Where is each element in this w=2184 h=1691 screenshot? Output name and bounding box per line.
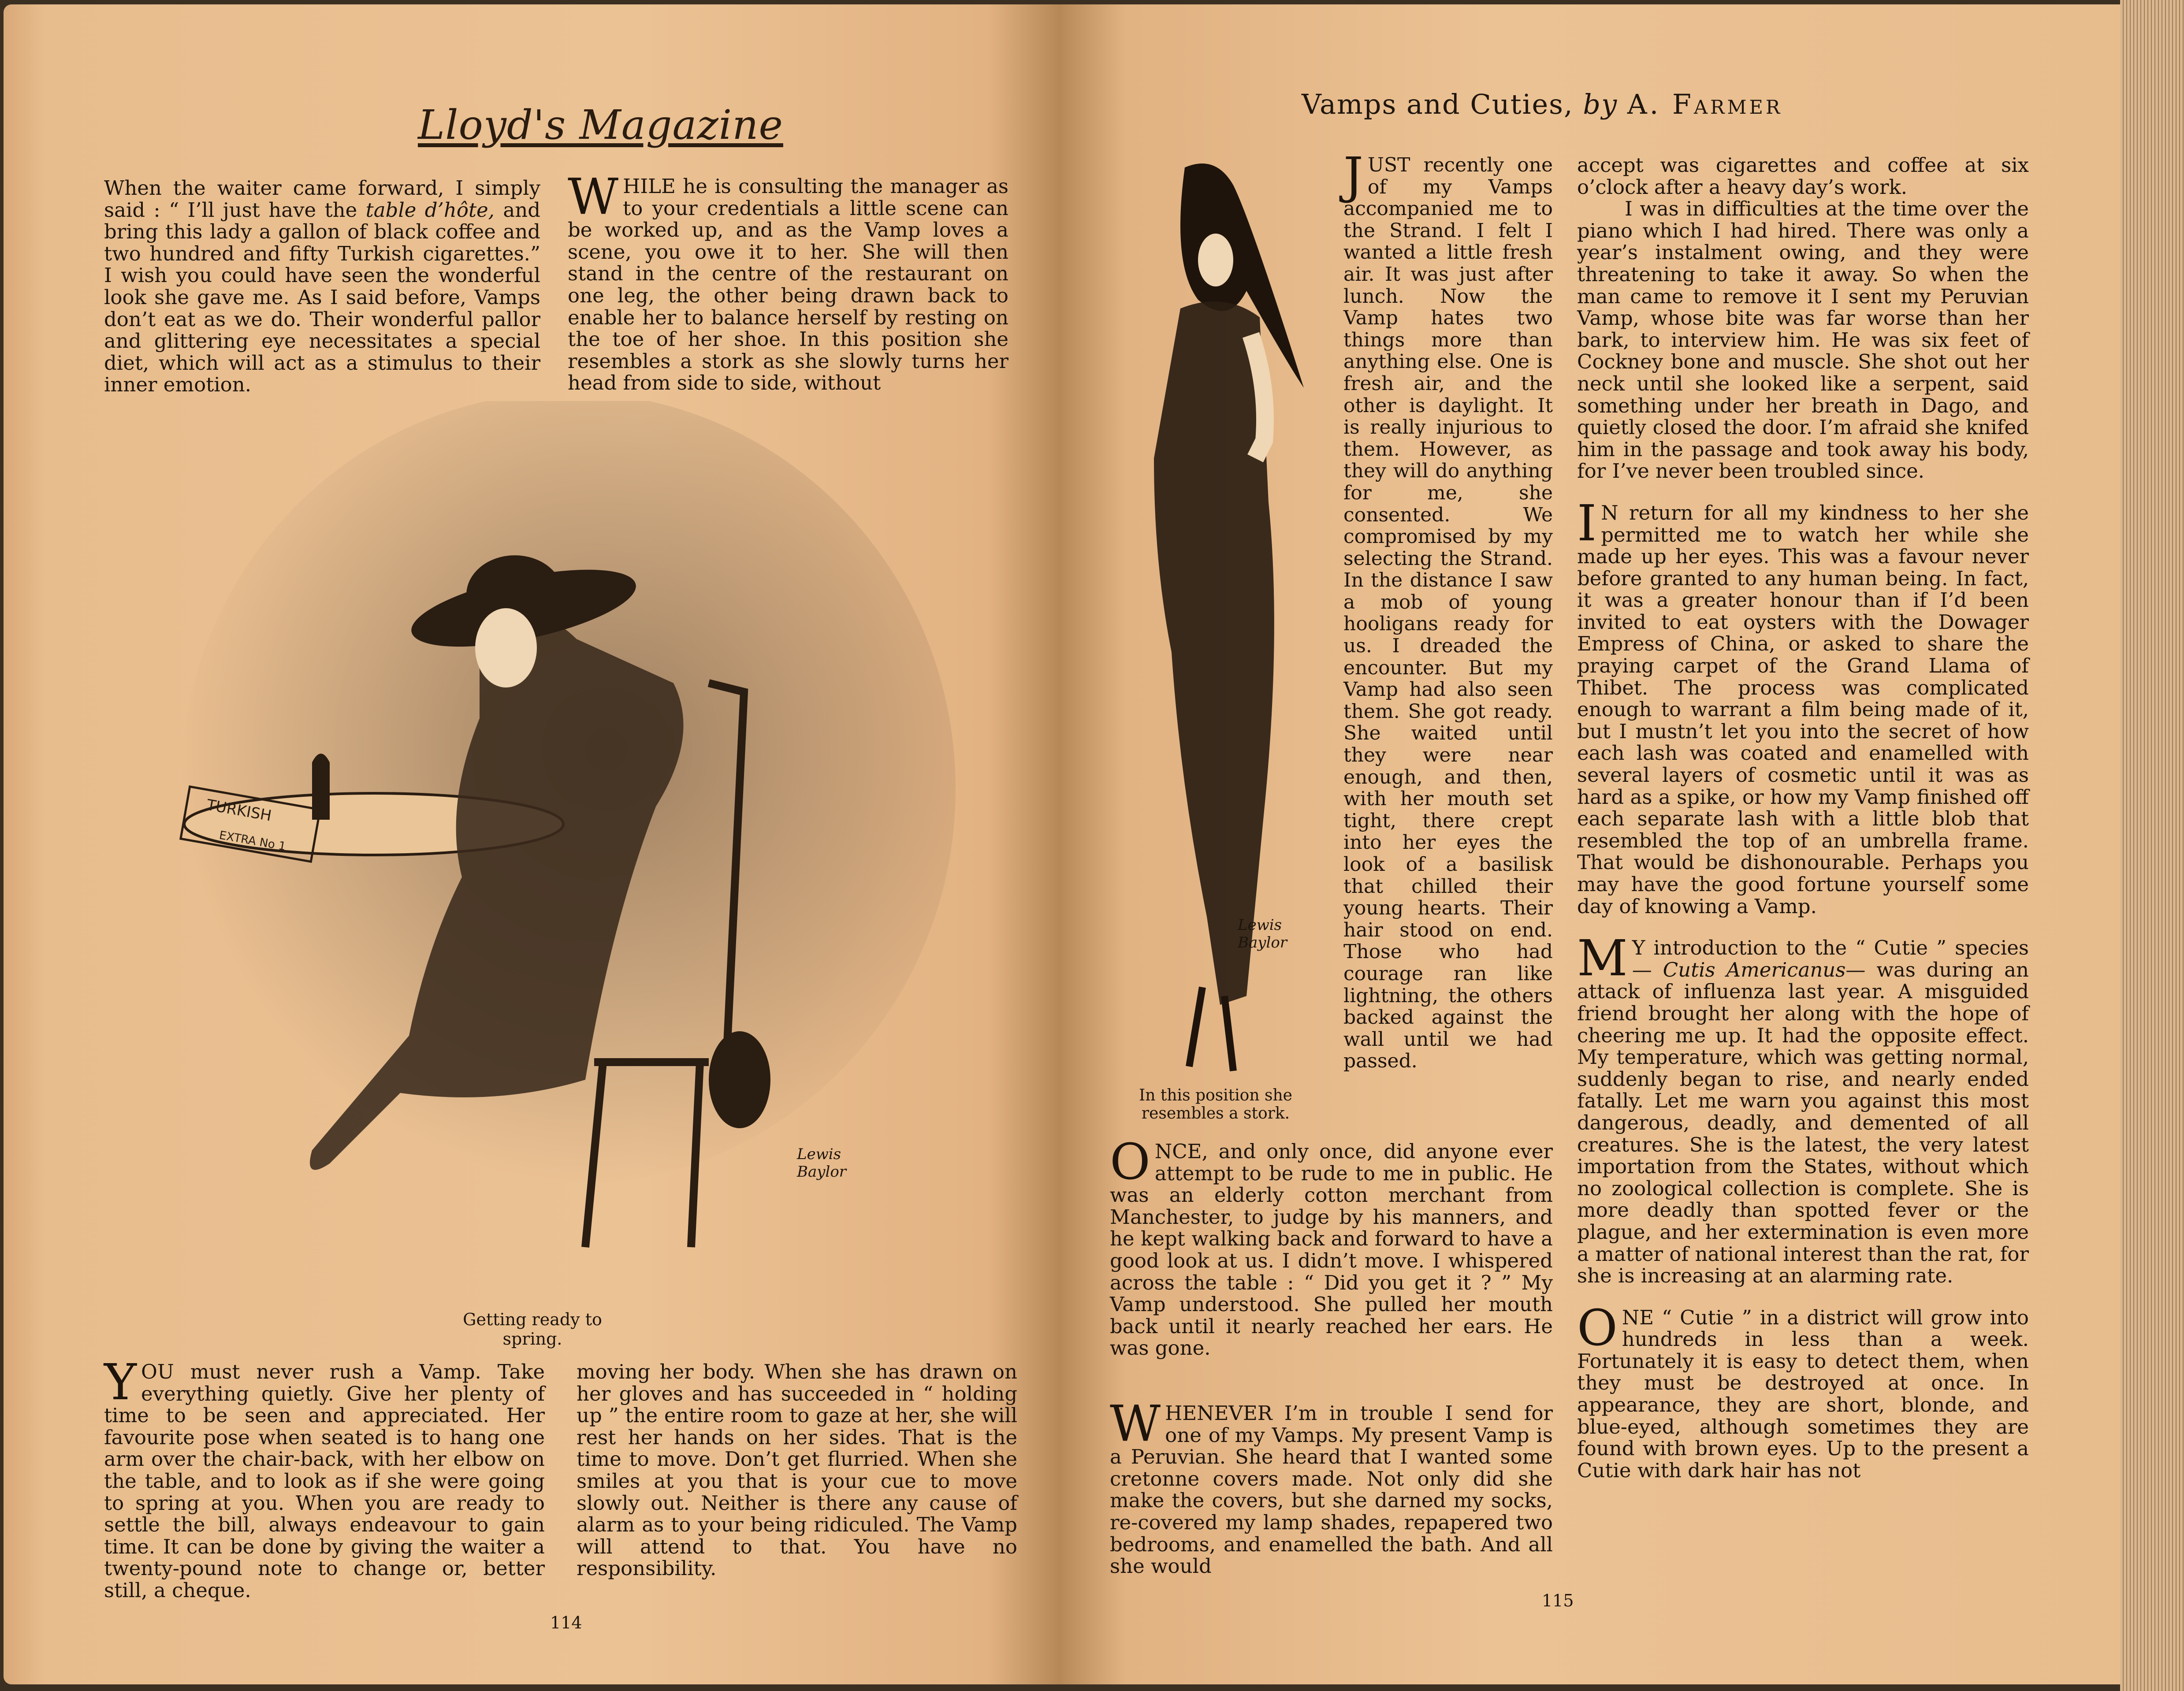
right-column-narrow [1343,147,1553,1073]
article-title: Vamps and Cuties, by A. Farmer [1302,88,1783,120]
drop-cap: M [1577,930,1628,988]
standing-vamp-illustration [1092,150,1357,1089]
drop-cap: W [1110,1395,1161,1453]
drop-cap: I [1577,494,1597,552]
magazine-masthead: Lloyd's Magazine [418,101,783,149]
artist-signature-1: Lewis [1238,916,1282,934]
paragraph: WHENEVER I’m in trouble I send for one of my Vamps. My present Vamp is a Peruvian. She heard that I wanted some cretonne covers made. Not only did she make the covers, but she darned my socks, re-covered my lamp shades, repapered two bedrooms, and enamelled the bath. And all she would [1110,1395,1553,1578]
drop-cap: Y [104,1354,137,1411]
paragraph: YOU must never rush a Vamp. Take everything quietly. Give her plenty of time to be seen and appreciated. Her favourite pose when seated is to hang one arm over the chair-back, with her elbow on the table, and to look as if she were going to spring at you. When you are ready to settle the bill, always endeavour to gain time. It can be done by giving the waiter a twenty-pound note to change or, better still, a cheque. [104,1354,545,1602]
paragraph: JUST recently one of my Vamps accompanied me to the Strand. I felt I wanted a little fresh air. It was just after lunch. Now the Vamp hates two things more than anything else. One is fresh air, and the other is daylight. It is really injurious to them. However, as they will do anything for me, she consented. We compromised by my selecting the Strand. In the distance I saw a mob of young hooligans ready for us. I dreaded the encounter. But my Vamp had also seen them. She got ready. She waited until they were near enough, and then, with her mouth set tight, there crept into her eyes the look of a basilisk that chilled their young hearts. Their hair stood on end. Those who had courage ran like lightning, the others backed against the wall until we had passed. [1343,147,1553,1073]
drop-cap: O [1110,1134,1150,1191]
paragraph: ONE “ Cutie ” in a district will grow into hundreds in less than a week. Fortunately it is easy to detect them, when they must be destroyed at once. In appearance, they are short, blonde, and blue-eyed, although sometimes they are found with brown eyes. Up to the present a Cutie with dark hair has not [1577,1299,2029,1482]
page-number: 114 [550,1613,582,1632]
drop-cap: J [1343,147,1363,204]
drop-cap: W [568,168,619,226]
illustration-caption: Getting ready to spring. [463,1310,602,1349]
cigarette-box-label-2: EXTRA No 1 [218,829,287,854]
right-column-once [1110,1134,1553,1360]
illustration-caption: In this position she resembles a stork. [1139,1086,1292,1122]
paragraph: moving her body. When she has drawn on her gloves and has succeeded in “ holding up ” the entire room to gaze at her, she will rest her hands on her sides. That is the time to move. Don’t get flurried. When she smiles at you that is your cue to move slowly out. Neither is there any cause of alarm as to your being ridiculed. The Vamp will attend to that. You have no responsibility. [577,1360,1017,1580]
artist-signature-2: Baylor [797,1163,847,1181]
left-column-4 [577,1361,1017,1580]
paragraph: WHILE he is consulting the manager as to your credentials a little scene can be worked up, and as the Vamp loves a scene, you owe it to her. She will then stand in the centre of the restaurant on one leg, the other being drawn back to enable her to balance herself by resting on the toe of her shoe. In this position she resembles a stork as she slowly turns her head from side to side, without [568,168,1008,395]
right-column-whenever [1110,1395,1553,1578]
artist-signature-1: Lewis [797,1145,841,1163]
paragraph: I was in difficulties at the time over the piano which I had hired. There was only a year’s instalment owing, and they were threatening to take it away. So when the man came to remove it I sent my Peruvian Vamp, whose bite was far worse than her bark, to interview him. He was six feet of Cockney bone and muscle. She shot out her neck until she looked like a serpent, said something under her breath in Dago, and quietly closed the door. I’m afraid she knifed him in the passage and took away his body, for I’ve never been troubled since. [1577,197,2029,483]
left-column-1 [104,177,540,396]
left-page [4,4,1061,1684]
seated-vamp-illustration [127,401,964,1291]
right-page [1061,4,2137,1684]
drop-cap: O [1577,1299,1618,1357]
paragraph: accept was cigarettes and coffee at six o’clock after a heavy day’s work. [1577,153,2029,199]
page-number: 115 [1542,1591,1574,1610]
left-column-3 [104,1354,545,1602]
left-column-2 [568,168,1008,395]
paragraph: When the waiter came forward, I simply said : “ I’ll just have the table d’hôte, and bring this lady a gallon of black coffee and two hundred and fifty Turkish cigarettes.” I wish you could have seen the wonderful look she gave me. As I said before, Vamps don’t eat as we do. Their wonderful pallor and glittering eye necessitates a special diet, which will act as a stimulus to their inner emotion. [104,176,541,397]
paragraph: ONCE, and only once, did anyone ever attempt to be rude to me in public. He was an elderly cotton merchant from Manchester, to judge by his manners, and he kept walking back and forward to have a good look at us. I didn’t move. I whispered across the table : “ Did you get it ? ” My Vamp understood. She pulled her mouth back until it nearly reached her ears. He was gone. [1110,1134,1553,1360]
cigarette-box-label-1: TURKISH [205,796,273,825]
book-page-edges [2120,0,2184,1691]
right-column-main [1577,154,2029,1481]
artist-signature-2: Baylor [1238,934,1287,951]
paragraph: M Y introduction to the “ Cutie ” species — Cutis Americanus— was during an attack of influenza last year. A misguided friend brought her along with the hope of cheering me up. It had the opposite effect. My temperature, which was getting normal, suddenly began to rise, and nearly ended fatally. Let me warn you against this most dangerous, deadly, and demented of all creatures. She is the latest, the very latest importation from the States, without which no zoological collection is complete. She is more deadly than spotted fever or the plague, and her extermination is even more a matter of national interest than the rat, for she is increasing at an alarming rate. [1577,930,2029,1288]
paragraph: I N return for all my kindness to her she permitted me to watch her while she made up her eyes. This was a favour never before granted to any human being. In fact, it was a greater honour than if I’d been invited to eat oysters with the Dowager Empress of China, or asked to share the praying carpet of the Grand Llama of Thibet. The process was complicated enough to warrant a film being made of it, but I mustn’t let you into the secret of how each lash was coated and enamelled with several layers of cosmetic until it was as hard as a spike, or how my Vamp finished off each separate lash with a little blob that resembled the top of an umbrella frame. That would be dishonourable. Perhaps you may have the good fortune yourself some day of knowing a Vamp. [1577,494,2029,918]
